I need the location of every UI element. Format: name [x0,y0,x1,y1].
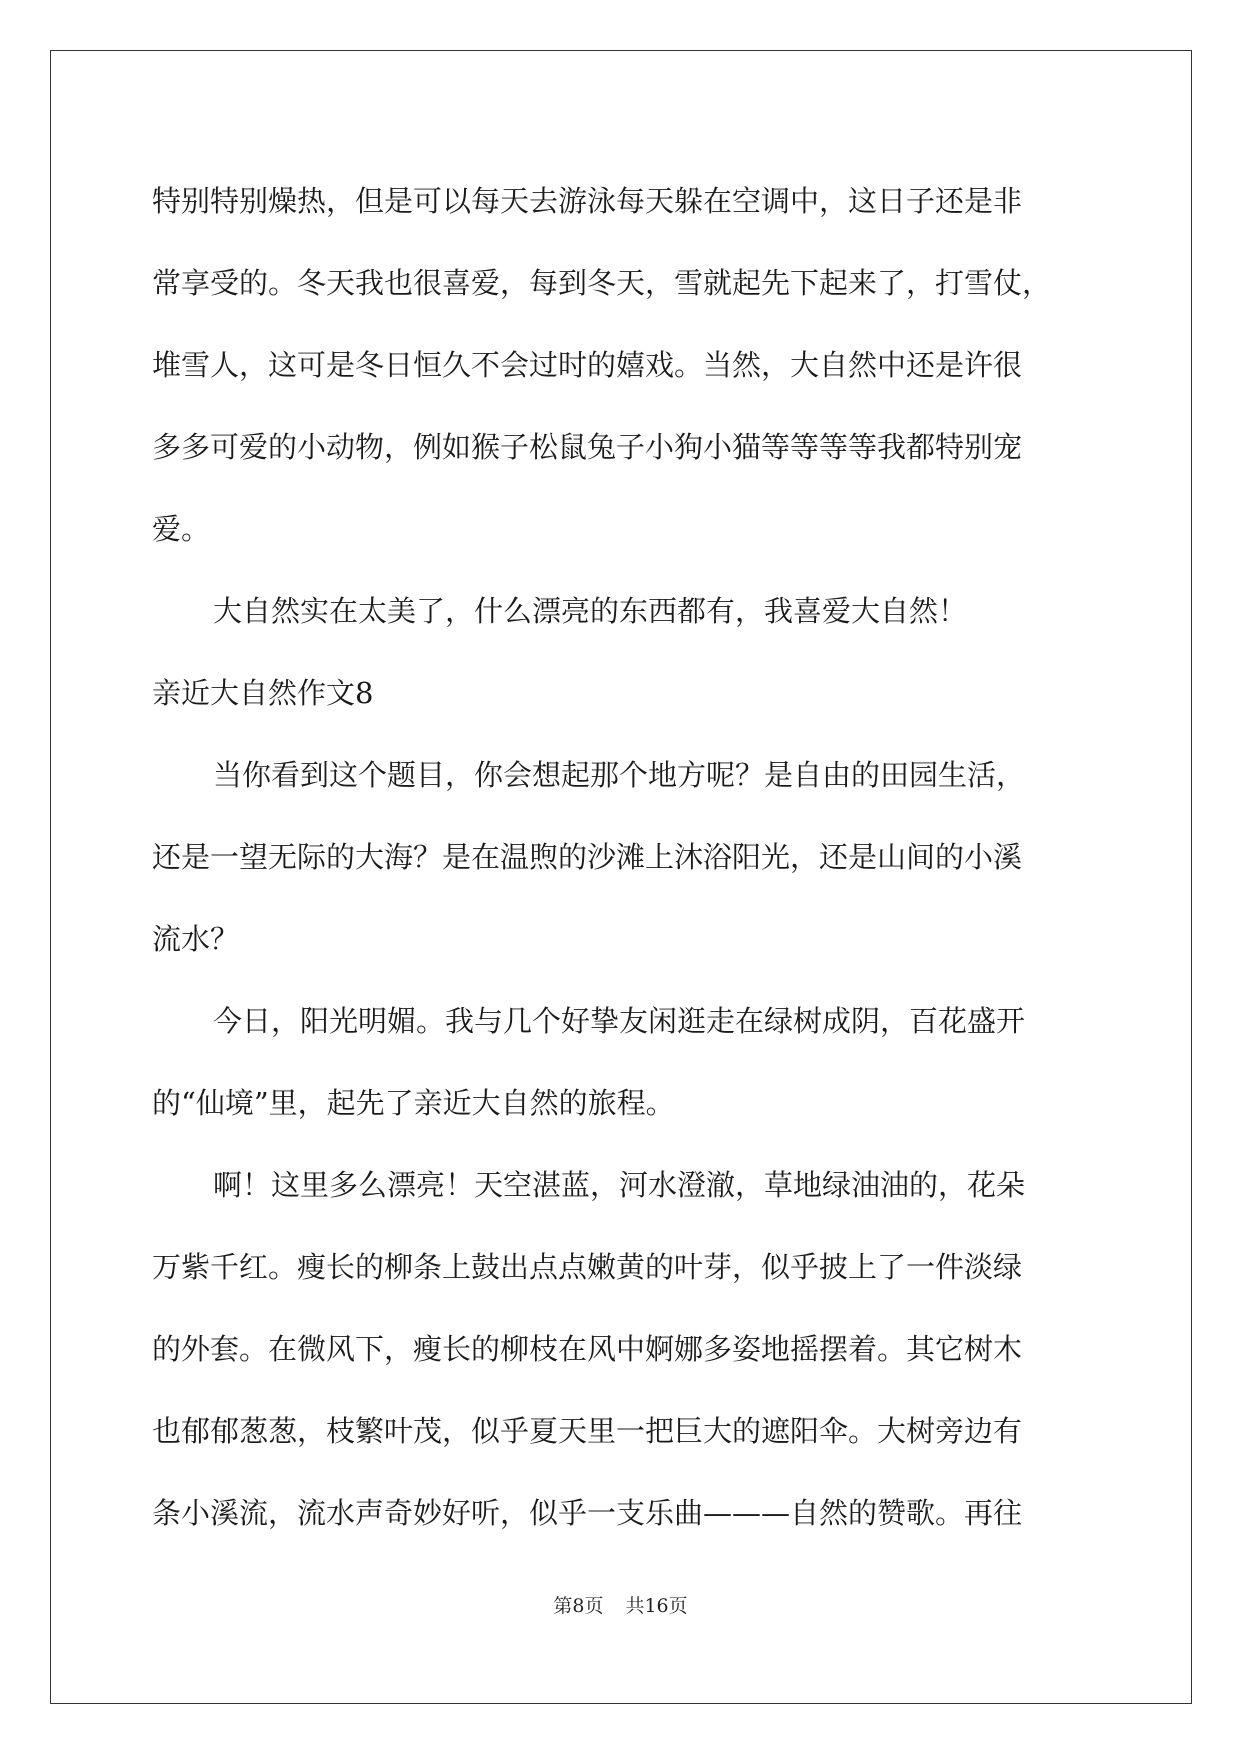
text-line: 的“仙境”里，起先了亲近大自然的旅程。 [152,1086,675,1120]
page-total: 共16页 [625,1595,688,1617]
text-line: 特别特别燥热，但是可以每天去游泳每天躲在空调中，这日子还是非 [152,184,1023,218]
text-line: 也郁郁葱葱，枝繁叶茂，似乎夏天里一把巨大的遮阳伞。大树旁边有 [152,1414,1023,1448]
text-line: 亲近大自然作文8 [152,676,374,710]
text-line: 流水？ [152,922,240,956]
document-body [152,160,1092,1554]
text-line: 当你看到这个题目，你会想起那个地方呢？是自由的田园生活， [213,758,1026,792]
text-line: 爱。 [152,512,211,546]
text-line: 条小溪流，流水声奇妙好听，似乎一支乐曲———自然的赞歌。再往 [152,1496,1023,1530]
text-line: 万紫千红。瘦长的柳条上鼓出点点嫩黄的叶芽，似乎披上了一件淡绿 [152,1250,1023,1284]
text-line: 大自然实在太美了，什么漂亮的东西都有，我喜爱大自然！ [213,594,968,628]
text-line: 啊！这里多么漂亮！天空湛蓝，河水澄澈，草地绿油油的，花朵 [213,1168,1026,1202]
text-line: 今日，阳光明媚。我与几个好挚友闲逛走在绿树成阴，百花盛开 [213,1004,1026,1038]
page-footer [0,1591,1241,1618]
text-line: 还是一望无际的大海？是在温煦的沙滩上沐浴阳光，还是山间的小溪 [152,840,1023,874]
text-line: 堆雪人，这可是冬日恒久不会过时的嬉戏。当然，大自然中还是许很 [152,348,1023,382]
text-line: 多多可爱的小动物，例如猴子松鼠兔子小狗小猫等等等等我都特别宠 [152,430,1023,464]
page-number: 第8页 [553,1595,604,1617]
text-line: 的外套。在微风下，瘦长的柳枝在风中婀娜多姿地摇摆着。其它树木 [152,1332,1023,1366]
text-line: 常享受的。冬天我也很喜爱，每到冬天，雪就起先下起来了，打雪仗， [152,266,1052,300]
